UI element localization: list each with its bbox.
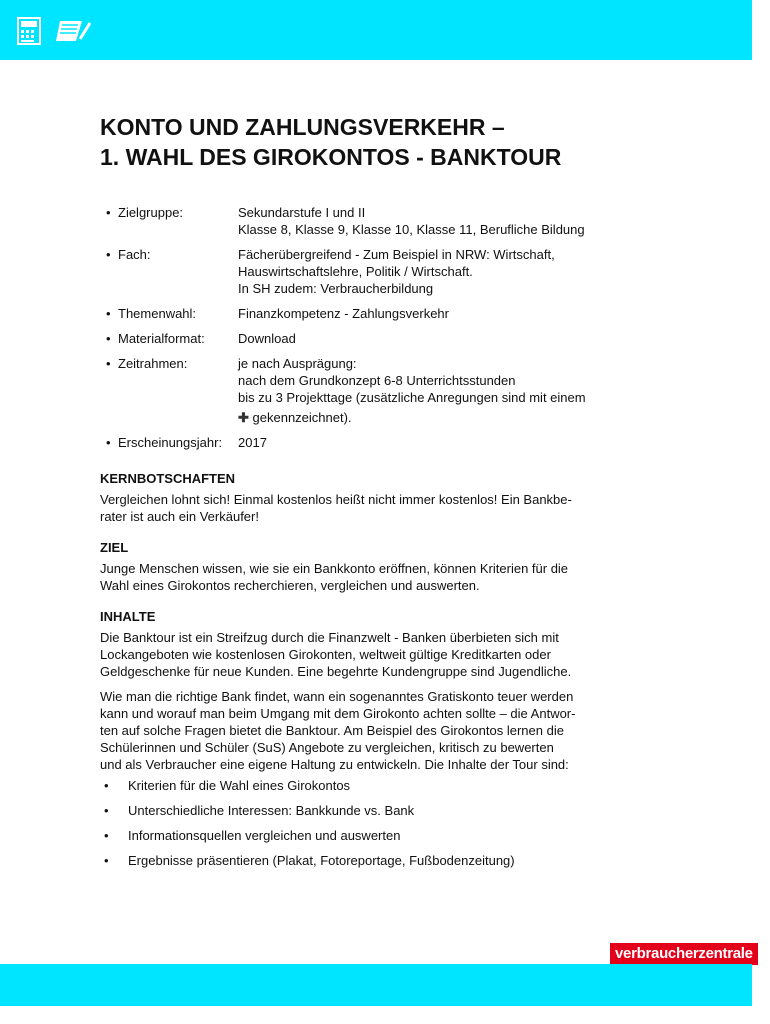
meta-key: • Fach: <box>100 246 238 297</box>
meta-line: Finanzkompetenz - Zahlungsverkehr <box>238 306 449 321</box>
meta-value <box>238 305 449 322</box>
text-line: Vergleichen lohnt sich! Einmal kostenlos heißt nicht immer kostenlos! Ein Bankbe- <box>100 492 572 507</box>
meta-line: Hauswirtschaftslehre, Politik / Wirtschaft. <box>238 264 473 279</box>
meta-row-fach <box>100 246 640 297</box>
list-item: • Ergebnisse präsentieren (Plakat, Fotoreportage, Fußbodenzeitung) <box>100 852 630 869</box>
kern-text <box>100 491 630 525</box>
page-title <box>100 112 561 172</box>
meta-line: nach dem Grundkonzept 6-8 Unterrichtsstunden <box>238 373 516 388</box>
meta-row-zielgruppe <box>100 204 640 238</box>
text-line: Lockangeboten wie kostenlosen Girokonten, weltweit gültige Kreditkarten oder <box>100 647 551 662</box>
meta-value <box>238 330 296 347</box>
text-line: Wie man die richtige Bank findet, wann ein sogenanntes Gratiskonto teuer werden <box>100 689 574 704</box>
text-line: Schülerinnen und Schüler (SuS) Angebote zu vergleichen, kritisch zu bewerten <box>100 740 554 755</box>
title-line-1: KONTO UND ZAHLUNGSVERKEHR – <box>100 114 505 140</box>
meta-line: In SH zudem: Verbraucherbildung <box>238 281 434 296</box>
text-line: Die Banktour ist ein Streifzug durch die Finanzwelt - Banken überbieten sich mit <box>100 630 559 645</box>
plus-icon: ✚ <box>238 410 249 425</box>
text-line: ten auf solche Fragen bietet die Banktour. Am Beispiel des Girokontos lernen die <box>100 723 564 738</box>
brand-logo: verbraucherzentrale <box>610 943 758 965</box>
ziel-text <box>100 560 630 594</box>
meta-value <box>238 434 267 451</box>
meta-value <box>238 204 585 238</box>
title-line-2: 1. WAHL DES GIROKONTOS - BANKTOUR <box>100 144 562 170</box>
text-line: rater ist auch ein Verkäufer! <box>100 509 259 524</box>
list-item: • Informationsquellen vergleichen und auswerten <box>100 827 630 844</box>
topics-list <box>100 777 630 869</box>
meta-line-text: gekennzeichnet). <box>248 410 352 425</box>
inhalte-paragraph-2 <box>100 688 630 773</box>
meta-row-erscheinungsjahr <box>100 434 640 451</box>
meta-row-themenwahl <box>100 305 640 322</box>
inhalte-paragraph-1 <box>100 629 630 680</box>
meta-line: Download <box>238 331 296 346</box>
list-item: • Unterschiedliche Interessen: Bankkunde vs. Bank <box>100 802 630 819</box>
text-line: kann und worauf man beim Umgang mit dem Girokonto achten sollte – die Antwor- <box>100 706 576 721</box>
text-line: und als Verbraucher eine eigene Haltung zu entwickeln. Die Inhalte der Tour sind: <box>100 757 569 772</box>
meta-line <box>238 409 586 426</box>
header-band <box>0 0 752 60</box>
calculator-icon <box>16 17 44 45</box>
meta-row-zeitrahmen <box>100 355 640 426</box>
meta-list <box>100 204 640 459</box>
ziel-heading: ZIEL <box>100 540 129 555</box>
inhalte-heading: INHALTE <box>100 609 156 624</box>
meta-key: • Erscheinungsjahr: <box>100 434 238 451</box>
meta-line: Sekundarstufe I und II <box>238 205 366 220</box>
meta-key: • Zielgruppe: <box>100 204 238 238</box>
meta-value <box>238 355 586 426</box>
meta-line: bis zu 3 Projekttage (zusätzliche Anregungen sind mit einem <box>238 390 586 405</box>
meta-key: • Themenwahl: <box>100 305 238 322</box>
meta-line: Fächerübergreifend - Zum Beispiel in NRW: Wirtschaft, <box>238 247 555 262</box>
footer-band <box>0 964 752 1006</box>
list-item: • Kriterien für die Wahl eines Girokontos <box>100 777 630 794</box>
meta-row-materialformat <box>100 330 640 347</box>
meta-line: Klasse 8, Klasse 9, Klasse 10, Klasse 11, Berufliche Bildung <box>238 222 585 237</box>
text-line: Geldgeschenke für neue Kunden. Eine begehrte Kundengruppe sind Jugendliche. <box>100 664 572 679</box>
text-line: Wahl eines Girokontos recherchieren, vergleichen und auswerten. <box>100 578 480 593</box>
notebook-icon <box>54 17 92 45</box>
content-sections <box>100 470 630 877</box>
meta-key: • Materialformat: <box>100 330 238 347</box>
kern-heading: KERNBOTSCHAFTEN <box>100 471 236 486</box>
meta-line: 2017 <box>238 435 267 450</box>
meta-line: je nach Ausprägung: <box>238 356 357 371</box>
meta-value <box>238 246 555 297</box>
meta-key: • Zeitrahmen: <box>100 355 238 426</box>
text-line: Junge Menschen wissen, wie sie ein Bankkonto eröffnen, können Kriterien für die <box>100 561 569 576</box>
